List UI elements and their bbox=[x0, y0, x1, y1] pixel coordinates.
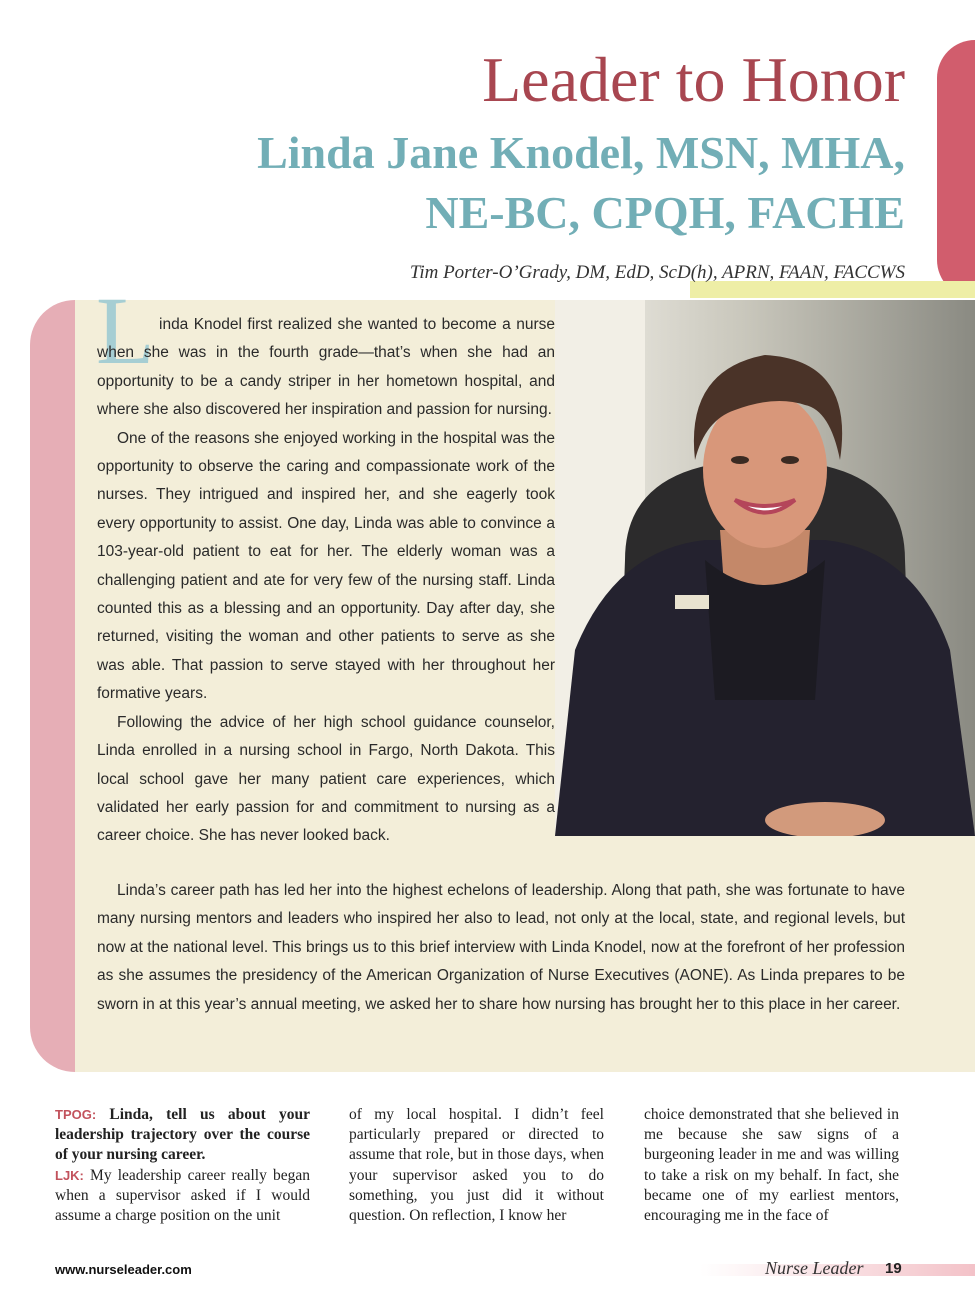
intro-text-narrow bbox=[97, 311, 555, 851]
decorative-arc bbox=[937, 40, 975, 298]
article-title-line-1: Linda Jane Knodel, MSN, MHA, bbox=[257, 127, 905, 178]
interview-column-2 bbox=[349, 1105, 604, 1226]
footer-website-link[interactable]: www.nurseleader.com bbox=[55, 1262, 192, 1277]
intro-paragraph-3: Following the advice of her high school guidance counselor, Linda enrolled in a nursing school in Fargo, North Dakota. This local school gave her many patient care experiences, which validated her early passion for and commitment to nursing as a career choice. She has never looked back. bbox=[97, 713, 555, 845]
interview-answer-part-2: of my local hospital. I didn’t feel particularly prepared or directed to assume that role, but in those days, when your supervisor asked you to do something, you just did it without question. On reflection, I know her bbox=[349, 1106, 604, 1225]
interview-answer-part-3: choice demonstrated that she believed in me because she saw signs of a burgeoning leader in me and was willing to take a risk on my behalf. In fact, she became one of my earliest mentors, encouraging me in the face of bbox=[644, 1106, 899, 1225]
question-speaker-tag: TPOG: bbox=[55, 1107, 97, 1122]
intro-text-wide bbox=[97, 877, 905, 1019]
drop-cap: L bbox=[96, 277, 155, 384]
answer-speaker-tag: LJK: bbox=[55, 1167, 84, 1183]
interview-question: Linda, tell us about your leadership trajectory over the course of your nursing career. bbox=[55, 1106, 310, 1164]
footer-publication-name: Nurse Leader bbox=[765, 1258, 864, 1278]
interview-answer-part-1: My leadership career really began when a supervisor asked if I would assume a charge position on the unit bbox=[55, 1166, 310, 1225]
page-number: 19 bbox=[885, 1260, 902, 1277]
interview-column-1 bbox=[55, 1105, 310, 1226]
intro-paragraph-1: inda Knodel first realized she wanted to become a nurse when she was in the fourth grade—that’s when she had an opportunity to be a candy striper in her hometown hospital, and where she also discovered her inspiration and passion for nursing. bbox=[97, 316, 555, 419]
article-title-line-2: NE-BC, CPQH, FACHE bbox=[425, 187, 905, 238]
pink-side-strip bbox=[30, 300, 75, 1072]
intro-paragraph-4: Linda’s career path has led her into the highest echelons of leadership. Along that path, she was fortunate to have many nursing mentors and leaders who inspired her also to lead, not only at the local, state, and regional levels, but now at the national level. This brings us to this brief interview with Linda Knodel, now at the forefront of her profession as she assumes the presidency of the American Organization of Nurse Executives (AONE). As Linda prepares to be sworn in at this year’s annual meeting, we asked her to share how nursing has brought her to this place in her career. bbox=[97, 882, 905, 1013]
section-kicker: Leader to Honor bbox=[482, 44, 905, 115]
portrait-photo bbox=[555, 300, 975, 836]
intro-paragraph-2: One of the reasons she enjoyed working in the hospital was the opportunity to observe the caring and compassionate work of the nurses. They intrigued and inspired her, and she eagerly took every opportunity to assist. One day, Linda was able to convince a 103-year-old patient to eat for her. The elderly woman was a challenging patient and ate for very few of the nursing staff. Linda counted this as a blessing and an opportunity. Day after day, she returned, visiting the woman and other patients to serve as she was able. That passion to serve stayed with her throughout her formative years. bbox=[97, 429, 555, 703]
author-byline: Tim Porter-O’Grady, DM, EdD, ScD(h), APRN, FAAN, FACCWS bbox=[409, 262, 905, 283]
interview-column-3 bbox=[644, 1105, 899, 1226]
